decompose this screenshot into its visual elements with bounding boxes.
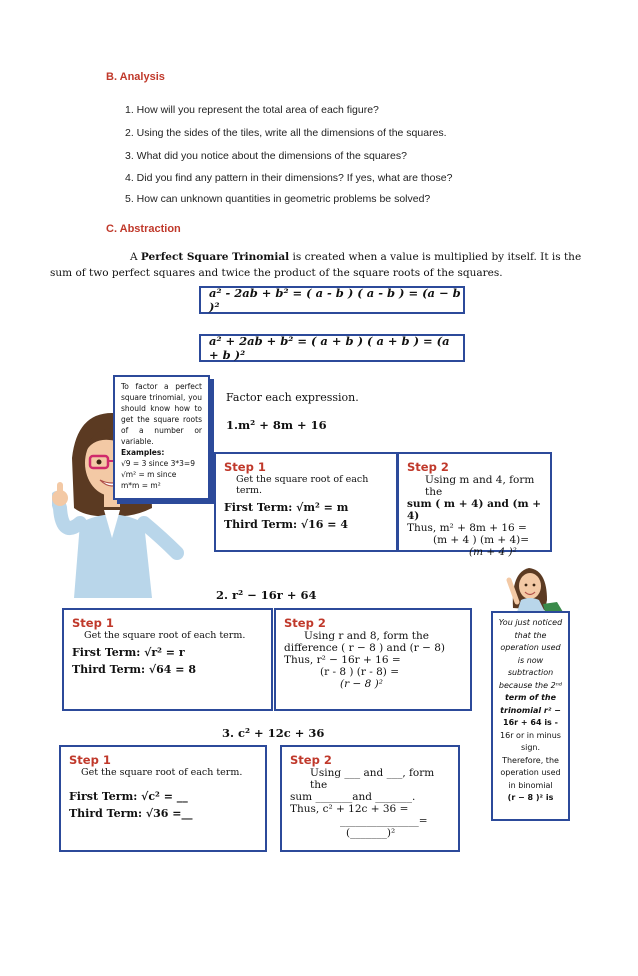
step-1-description: Get the square root of each term. — [81, 767, 243, 778]
square-root-callout — [113, 375, 210, 500]
side-note-line: 16r or in minus — [500, 730, 561, 740]
callout-example-1: √9 = 3 since 3*3=9 — [121, 459, 195, 468]
callout-example-3: m*m = m² — [121, 481, 161, 490]
side-note-line: in binomial — [508, 780, 553, 790]
callout-examples-label: Examples: — [121, 448, 165, 457]
analysis-question-3: 3. What did you notice about the dimensions of the squares? — [125, 150, 407, 162]
step-2-line-3: Thus, m² + 8m + 16 = — [407, 522, 527, 534]
analysis-question-5: 5. How can unknown quantities in geometric problems be solved? — [125, 193, 431, 205]
analysis-question-1: 1. How will you represent the total area of each figure? — [125, 104, 379, 116]
side-note-line: (r − 8 )² is — [507, 793, 554, 802]
first-term: First Term: √m² = m — [224, 501, 349, 514]
side-note-line: 16r + 64 is - — [503, 718, 558, 727]
side-note-line: sign. — [520, 743, 541, 752]
formula-difference: a² - 2ab + b² = ( a - b ) ( a - b ) = (a − b )² — [199, 286, 465, 314]
factor-instruction: Factor each expression. — [226, 391, 359, 404]
callout-example-2: √m² = m since — [121, 470, 177, 479]
first-term: First Term: √r² = r — [72, 646, 185, 659]
callout-text: To factor a perfect square trinomial, you should know how to get the square roots of a number or variable. — [121, 382, 202, 446]
side-note-line: Therefore, the — [502, 755, 559, 765]
step-2-line-3: Thus, r² − 16r + 16 = — [284, 654, 401, 666]
problem-1-step-2-box — [397, 452, 552, 558]
definition-line-2: sum of two perfect squares and twice the product of the square roots of the squares. — [50, 267, 503, 279]
step-2-title: Step 2 — [407, 460, 449, 474]
step-2-line-2: sum ( m + 4) and (m + 4) — [407, 498, 542, 522]
step-2-line-2: difference ( r − 8 ) and (r − 8) — [284, 642, 446, 654]
problem-1-step-1-box — [214, 452, 398, 552]
problem-2-step-1-box — [62, 608, 273, 711]
side-note-line: operation used — [500, 768, 561, 777]
step-2-title: Step 2 — [290, 753, 332, 767]
side-note-line: that the — [514, 630, 547, 640]
step-2-line-1: Using m and 4, form the — [425, 474, 535, 498]
step-1-description: Get the square root of each term. — [84, 630, 246, 641]
third-term: Third Term: √64 = 8 — [72, 663, 196, 676]
step-2-line-5: (r − 8 )² — [340, 678, 383, 690]
side-note-box — [491, 611, 570, 821]
step-2-line-5: (_______)² — [346, 827, 396, 839]
third-term: Third Term: √36 =__ — [69, 807, 193, 820]
side-note-line: You just noticed — [498, 618, 563, 627]
step-2-line-5: (m + 4 )² — [469, 546, 517, 558]
step-2-title: Step 2 — [284, 616, 326, 630]
side-note-line: trinomial r² − — [500, 705, 561, 715]
side-note-line: term of the — [504, 693, 557, 702]
definition-line-1: A Perfect Square Trinomial is created when a value is multiplied by itself. It is the — [130, 251, 582, 263]
third-term: Third Term: √16 = 4 — [224, 518, 348, 531]
problem-3-label: 3. c² + 12c + 36 — [222, 726, 325, 740]
step-1-title: Step 1 — [224, 460, 266, 474]
step-2-line-4: (m + 4 ) (m + 4)= — [433, 534, 530, 546]
analysis-question-2: 2. Using the sides of the tiles, write all the dimensions of the squares. — [125, 127, 447, 139]
side-note-line: because the 2ⁿᵈ — [498, 680, 563, 690]
step-2-line-3: Thus, c² + 12c + 36 = — [290, 803, 409, 815]
problem-3-step-2-box — [280, 745, 460, 852]
analysis-heading: B. Analysis — [106, 71, 165, 83]
problem-1-label: 1.m² + 8m + 16 — [226, 418, 327, 432]
small-teacher-avatar-icon — [495, 560, 567, 612]
formula-sum: a² + 2ab + b² = ( a + b ) ( a + b ) = (a + b )² — [199, 334, 465, 362]
analysis-question-4: 4. Did you find any pattern in their dimensions? If yes, what are those? — [125, 172, 453, 184]
step-2-line-1: Using r and 8, form the — [304, 630, 429, 642]
side-note-line: operation used — [500, 643, 561, 652]
abstraction-heading: C. Abstraction — [106, 223, 181, 235]
step-1-description: Get the square root of each term. — [236, 474, 369, 496]
first-term: First Term: √c² = __ — [69, 790, 188, 803]
step-2-line-4: (r - 8 ) (r - 8) = — [320, 666, 400, 678]
step-2-line-2: sum _______and _______. — [290, 791, 416, 803]
side-note-line: is now — [517, 655, 544, 665]
step-2-line-4: _______________= — [340, 815, 428, 827]
problem-2-label: 2. r² − 16r + 64 — [216, 588, 317, 602]
step-1-title: Step 1 — [69, 753, 111, 767]
problem-3-step-1-box — [59, 745, 267, 852]
problem-2-step-2-box — [274, 608, 472, 711]
step-2-line-1: Using ___ and ___, form the — [310, 767, 435, 791]
step-1-title: Step 1 — [72, 616, 114, 630]
side-note-line: subtraction — [507, 668, 554, 677]
